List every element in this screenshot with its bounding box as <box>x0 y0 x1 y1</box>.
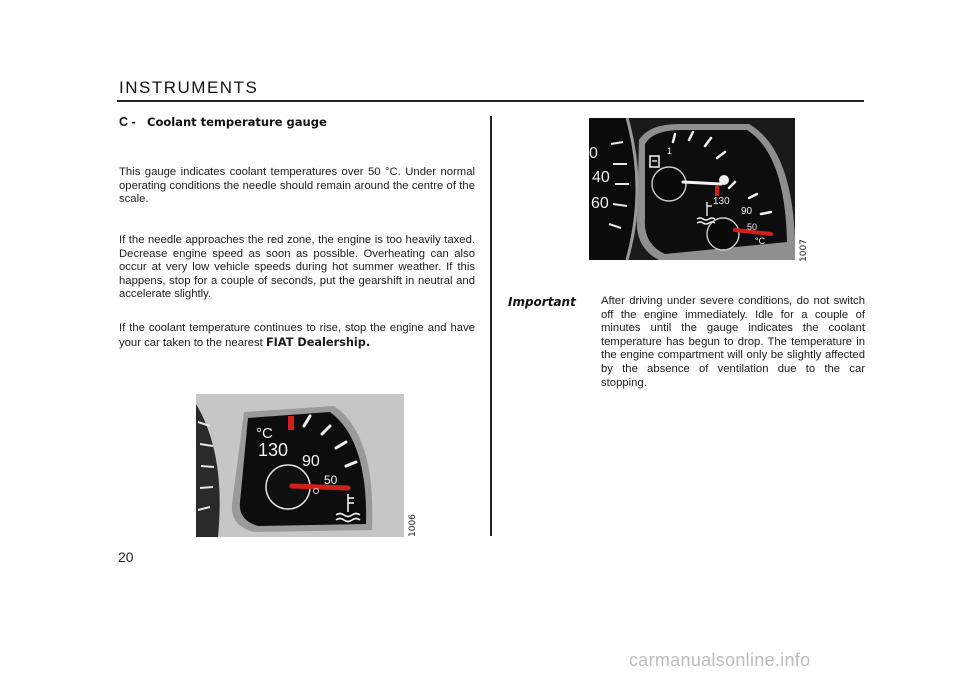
temp-label-130: 130 <box>713 196 730 207</box>
figure-code-1007: 1007 <box>799 239 809 262</box>
header-rule <box>117 100 864 102</box>
page-number: 20 <box>118 549 134 565</box>
speedo-label-40: 40 <box>592 169 610 186</box>
figure-code-1006: 1006 <box>408 514 418 537</box>
temp-label-50: 50 <box>747 222 758 232</box>
temp-unit: °C <box>755 236 766 246</box>
dealership-name: FIAT Dealership. <box>265 335 371 349</box>
paragraph-gauge-range: This gauge indicates coolant temperatures over 50 °C. Under normal operating conditions the needle should remain around the centre of the scale. <box>119 166 475 206</box>
section-title: Coolant temperature gauge <box>147 115 327 129</box>
paragraph-continued-rise-text: If the coolant temperature continues to rise, stop the engine and have your car taken to the nearest <box>119 322 475 349</box>
page-header-title: INSTRUMENTS <box>119 78 259 97</box>
gauge-label-50: 50 <box>324 473 338 487</box>
column-divider <box>490 116 492 536</box>
important-text: After driving under severe conditions, do not switch off the engine immediately. Idle for a couple of minutes until the gauge indicates the coolant temperature has begun to drop. The temperature in the engine compartment will only be slightly affected by the absence of ventilation due to the car stopping. <box>601 295 865 389</box>
paragraph-red-zone: If the needle approaches the red zone, the engine is too heavily taxed. Decrease engine speed as soon as possible. Overheating can also occur at very low vehicle speeds during hot summer weather. If this happens, stop for a couple of seconds, put the gearshift in neutral and accelerate slightly. <box>119 234 475 301</box>
watermark-text: carmanualsonline.info <box>629 650 811 670</box>
section-letter: C - <box>119 115 136 129</box>
important-label: Important <box>508 295 576 309</box>
instrument-cluster-photo <box>589 118 795 260</box>
section-heading <box>119 115 327 129</box>
gauge-unit-label: °C <box>256 425 273 442</box>
paragraph-continued-rise <box>119 322 475 350</box>
fuel-mark: 1 <box>667 146 673 156</box>
speedo-label-0: 0 <box>589 145 598 162</box>
coolant-gauge-photo <box>196 394 404 537</box>
speedo-label-60: 60 <box>591 195 609 212</box>
gauge-label-130: 130 <box>258 440 289 460</box>
temp-label-90: 90 <box>741 206 753 217</box>
gauge-label-90: 90 <box>302 453 320 470</box>
